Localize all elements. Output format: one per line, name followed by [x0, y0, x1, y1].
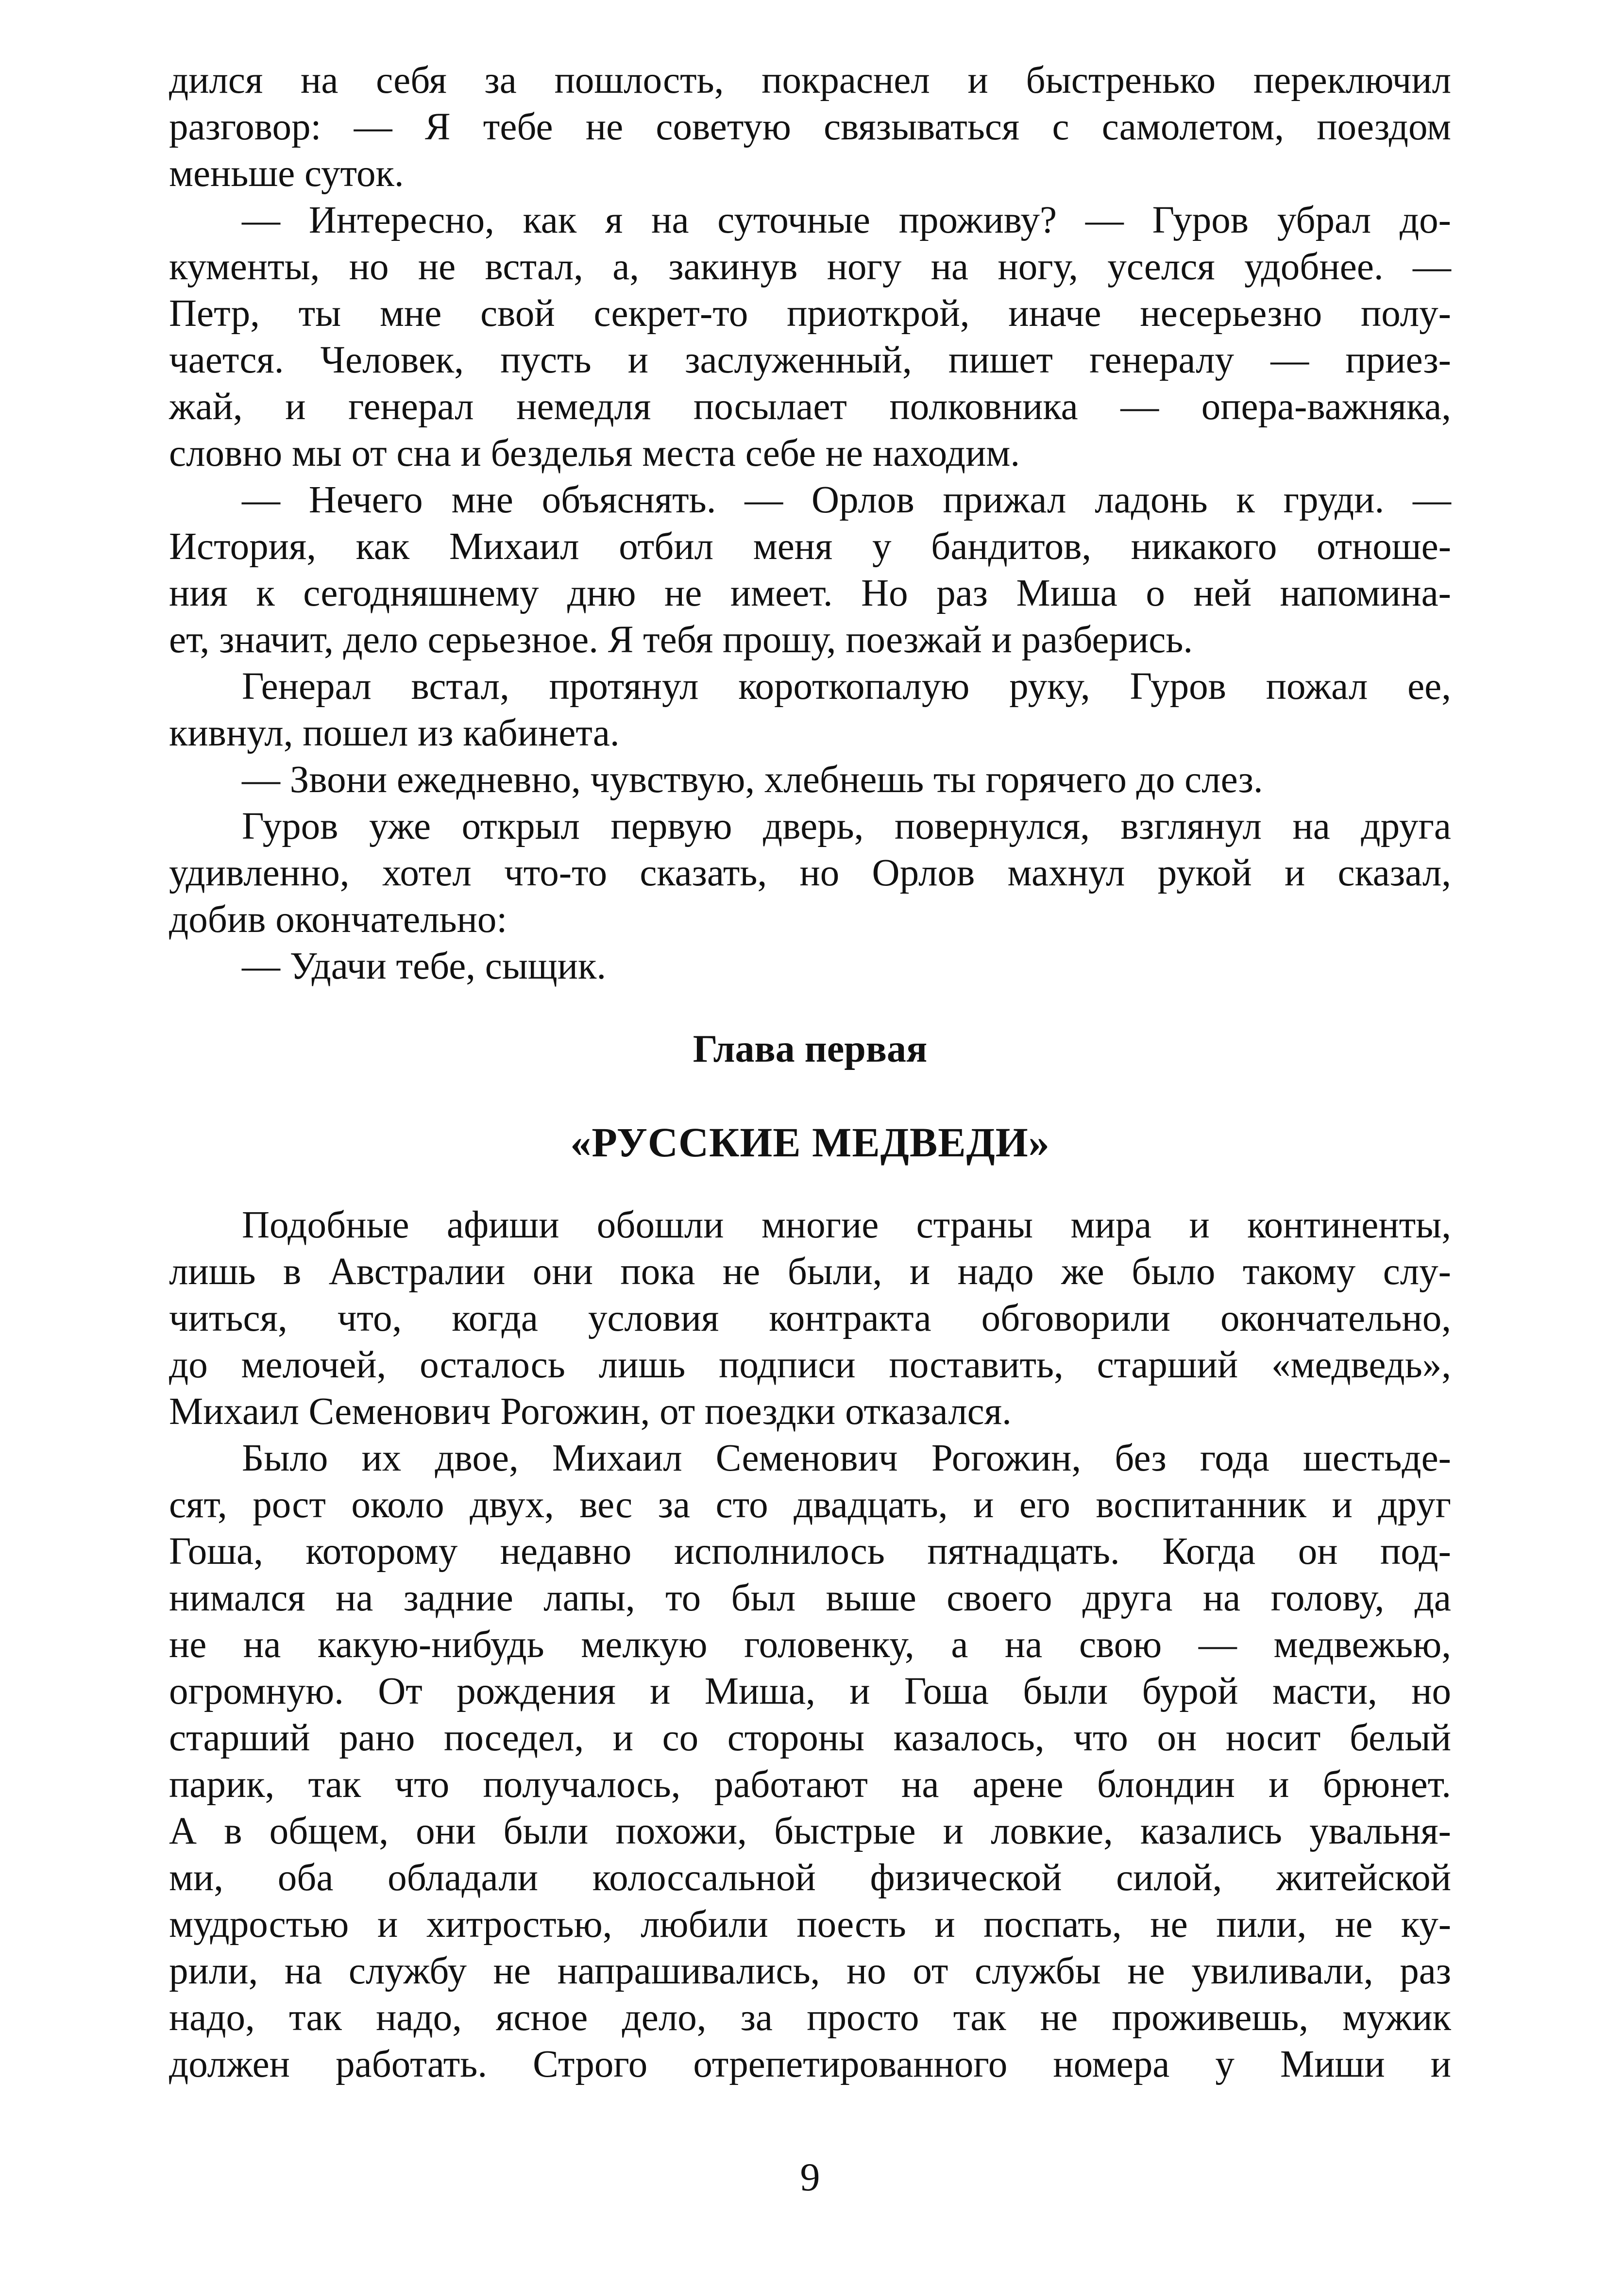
text-line: ния к сегодняшнему дню не имеет. Но раз Миша о ней напомина-: [169, 572, 1451, 614]
text-line: добив окончательно:: [169, 898, 508, 941]
text-line: разговор: — Я тебе не советую связываться с самолетом, поездом: [169, 106, 1451, 148]
text-line: Михаил Семенович Рогожин, от поездки отказался.: [169, 1390, 1012, 1433]
text-line: надо, так надо, ясное дело, за просто так не проживешь, мужик: [169, 1997, 1451, 2039]
text-line: жай, и генерал немедля посылает полковника — опера-важняка,: [169, 386, 1451, 428]
text-line: сят, рост около двух, вес за сто двадцать, и его воспитанник и друг: [169, 1484, 1451, 1526]
text-line: лишь в Австралии они пока не были, и надо же было такому слу-: [169, 1251, 1451, 1293]
text-line: — Интересно, как я на суточные проживу? — Гуров убрал до-: [242, 199, 1451, 241]
text-line: мудростью и хитростью, любили поесть и поспать, не пили, не ку-: [169, 1903, 1451, 1946]
text-line: кивнул, пошел из кабинета.: [169, 712, 620, 754]
text-line: кументы, но не встал, а, закинув ногу на ногу, уселся удобнее. —: [169, 246, 1451, 288]
text-line: Гуров уже открыл первую дверь, повернулся, взглянул на друга: [242, 805, 1451, 847]
text-line: меньше суток.: [169, 152, 404, 195]
text-line: А в общем, они были похожи, быстрые и ловкие, казались увальня-: [169, 1810, 1451, 1852]
text-line: ет, значит, дело серьезное. Я тебя прошу, поезжай и разберись.: [169, 619, 1193, 661]
text-line: Петр, ты мне свой секрет-то приоткрой, иначе несерьезно полу-: [169, 292, 1451, 335]
text-line: удивленно, хотел что-то сказать, но Орлов махнул рукой и сказал,: [169, 852, 1451, 894]
text-line: должен работать. Строго отрепетированного номера у Миши и: [169, 2043, 1451, 2085]
text-line: Гоша, которому недавно исполнилось пятнадцать. Когда он под-: [169, 1530, 1451, 1573]
chapter-title: «РУССКИЕ МЕДВЕДИ»: [570, 1119, 1050, 1166]
text-line: История, как Михаил отбил меня у бандитов, никакого отноше-: [169, 525, 1451, 568]
text-line: словно мы от сна и безделья места себе не находим.: [169, 432, 1020, 474]
text-line: огромную. От рождения и Миша, и Гоша были бурой масти, но: [169, 1670, 1451, 1712]
text-line: парик, так что получалось, работают на арене блондин и брюнет.: [169, 1763, 1451, 1806]
text-line: чается. Человек, пусть и заслуженный, пишет генералу — приез-: [169, 339, 1451, 381]
text-line: ми, оба обладали колоссальной физической силой, житейской: [169, 1857, 1451, 1899]
text-line: не на какую-нибудь мелкую головенку, а на свою — медвежью,: [169, 1624, 1451, 1666]
text-line: — Нечего мне объяснять. — Орлов прижал ладонь к груди. —: [242, 479, 1451, 521]
text-line: Подобные афиши обошли многие страны мира и континенты,: [242, 1204, 1451, 1246]
text-line: дился на себя за пошлость, покраснел и быстренько переключил: [169, 59, 1451, 102]
text-line: рили, на службу не напрашивались, но от службы не увиливали, раз: [169, 1950, 1451, 1992]
text-line: Генерал встал, протянул короткопалую руку, Гуров пожал ее,: [242, 665, 1451, 708]
text-line: нимался на задние лапы, то был выше своего друга на голову, да: [169, 1577, 1451, 1619]
text-line: читься, что, когда условия контракта обговорили окончательно,: [169, 1297, 1451, 1339]
text-line: до мелочей, осталось лишь подписи поставить, старший «медведь»,: [169, 1344, 1451, 1386]
chapter-body: [169, 1202, 1451, 2088]
text-line: — Удачи тебе, сыщик.: [242, 945, 607, 987]
text-line: Было их двое, Михаил Семенович Рогожин, без года шестьде-: [242, 1437, 1451, 1479]
page-number: 9: [800, 2155, 820, 2199]
text-line: старший рано поседел, и со стороны казалось, что он носит белый: [169, 1717, 1451, 1759]
chapter-label: Глава первая: [693, 1028, 928, 1070]
previous-chapter-ending: [169, 57, 1451, 990]
text-line: — Звони ежедневно, чувствую, хлебнешь ты горячего до слез.: [242, 759, 1263, 801]
